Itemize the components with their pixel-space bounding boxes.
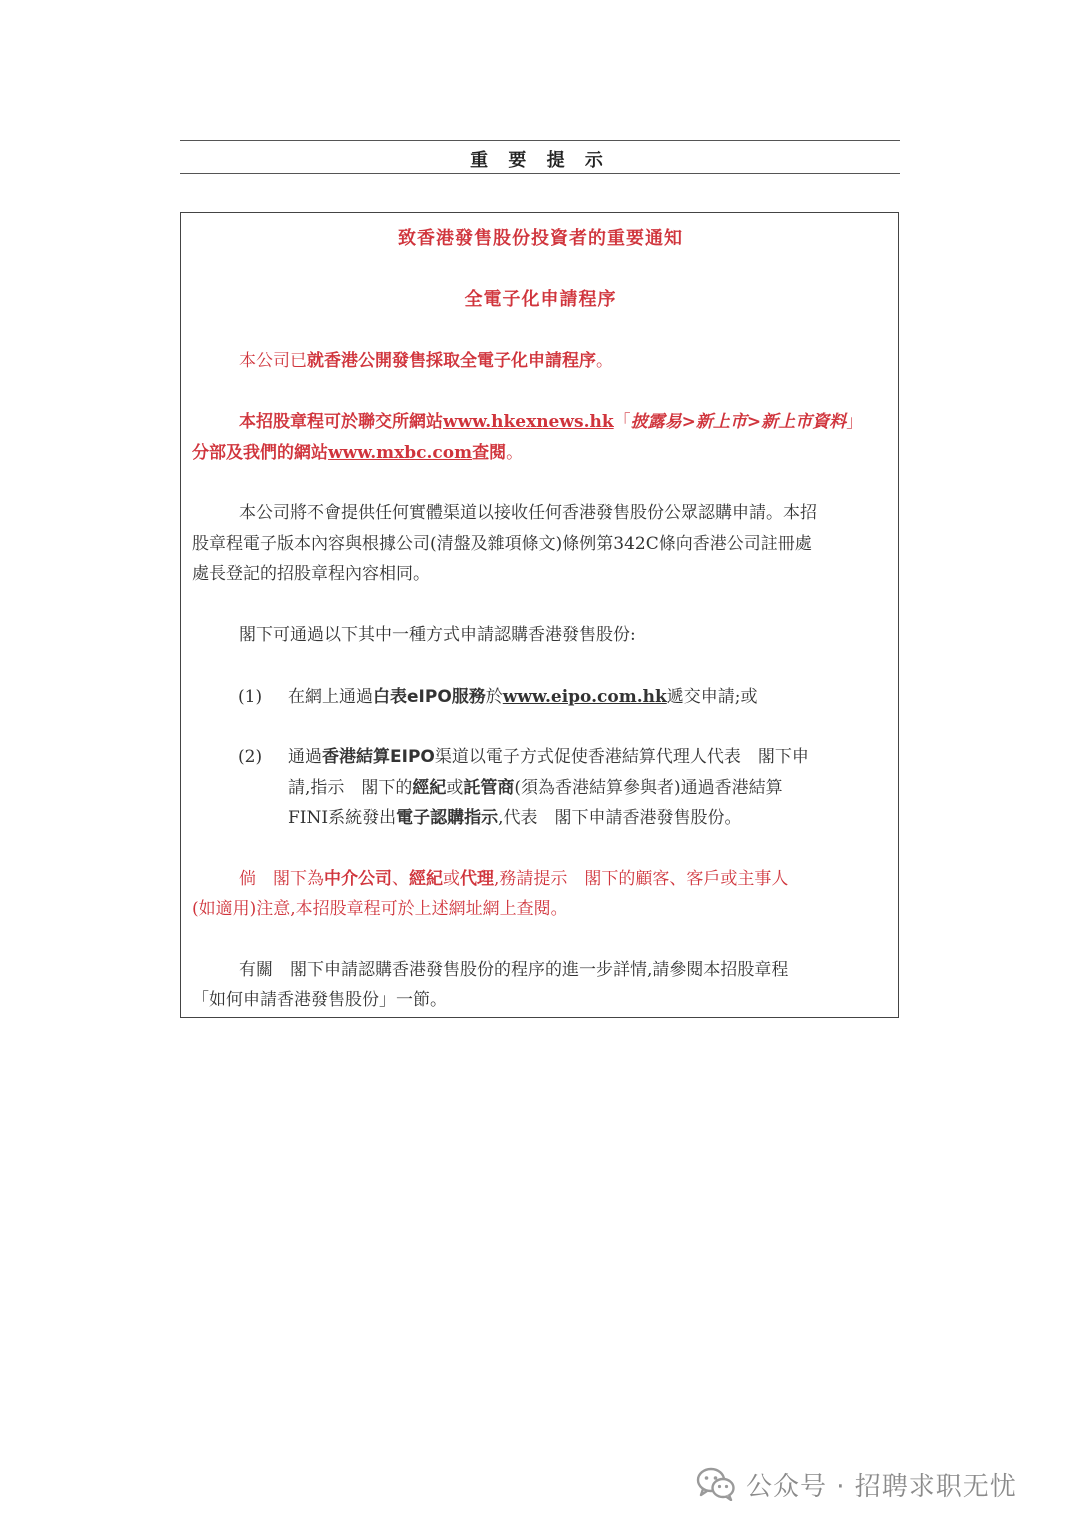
list-item-2-line2 bbox=[288, 776, 783, 800]
text-span: 經紀 bbox=[412, 778, 447, 798]
text-span: 。 bbox=[506, 443, 524, 463]
wechat-watermark bbox=[696, 1466, 1017, 1502]
text-span: 遞交申請;或 bbox=[666, 687, 758, 707]
text-span: FINI系統發出 bbox=[288, 808, 397, 828]
paragraph-apply-methods: 閣下可通過以下其中一種方式申請認購香港發售股份: bbox=[239, 625, 636, 645]
text-span: ,務請提示 閣下的顧客、客戶或主事人 bbox=[494, 869, 789, 889]
text-span: 就香港公開發售採取全電子化申請程序 bbox=[307, 351, 596, 371]
paragraph-no-physical-channel-line1: 本公司將不會提供任何實體渠道以接收任何香港發售股份公眾認購申請。本招 bbox=[239, 503, 817, 523]
list-item-1-number: (1) bbox=[238, 687, 263, 707]
text-span: 於 bbox=[485, 687, 503, 707]
header-rule-top bbox=[180, 140, 900, 141]
paragraph-further-details-line1: 有關 閣下申請認購香港發售股份的程序的進一步詳情,請參閱本招股章程 bbox=[239, 960, 789, 980]
text-span: 本招股章程可於聯交所網站 bbox=[239, 412, 443, 432]
electronic-application-instructions: 電子認購指示 bbox=[396, 808, 499, 828]
list-item-2-line3 bbox=[288, 806, 742, 830]
text-span: 」 bbox=[846, 412, 864, 432]
hkexnews-path: 披露易>新上市>新上市資料 bbox=[630, 412, 847, 432]
text-span: 渠道以電子方式促使香港結算代理人代表 閣下申 bbox=[434, 747, 809, 767]
white-form-eipo-service: 白表eIPO服務 bbox=[373, 687, 486, 707]
header-rule-bottom bbox=[180, 173, 900, 174]
hkexnews-link[interactable]: www.hkexnews.hk bbox=[443, 412, 614, 432]
paragraph-further-details-line2: 「如何申請香港發售股份」一節。 bbox=[192, 990, 447, 1010]
text-span: 。 bbox=[596, 351, 613, 371]
text-span: 或 bbox=[446, 778, 464, 798]
paragraph-availability-line1 bbox=[239, 410, 863, 434]
important-notice-box bbox=[180, 212, 899, 1018]
notice-subtitle: 全電子化申請程序 bbox=[464, 289, 617, 310]
list-item-2-number: (2) bbox=[238, 747, 263, 767]
eipo-link[interactable]: www.eipo.com.hk bbox=[502, 687, 667, 707]
text-span: 本公司已 bbox=[239, 351, 307, 371]
text-span: 代理 bbox=[460, 869, 494, 889]
paragraph-availability-line2 bbox=[192, 441, 523, 465]
text-span: 、 bbox=[392, 869, 409, 889]
text-span: 請,指示 閣下的 bbox=[288, 778, 413, 798]
text-span: 或 bbox=[443, 869, 460, 889]
paragraph-no-physical-channel-line2: 股章程電子版本內容與根據公司(清盤及雜項條文)條例第342C條向香港公司註冊處 bbox=[192, 534, 812, 554]
paragraph-intermediaries-line2: (如適用)注意,本招股章程可於上述網址網上查閱。 bbox=[192, 899, 568, 919]
text-span: 中介公司 bbox=[324, 869, 392, 889]
hkscc-eipo: 香港結算EIPO bbox=[322, 747, 435, 767]
paragraph-electronic-process bbox=[239, 349, 613, 373]
company-website-link[interactable]: www.mxbc.com bbox=[328, 443, 473, 463]
text-span: 查閱 bbox=[472, 443, 507, 463]
text-span: ,代表 閣下申請香港發售股份。 bbox=[498, 808, 742, 828]
text-span: 倘 閣下為 bbox=[239, 869, 324, 889]
paragraph-no-physical-channel-line3: 處長登記的招股章程內容相同。 bbox=[192, 564, 430, 584]
wechat-icon bbox=[696, 1467, 736, 1501]
watermark-text: 公众号 · 招聘求职无忧 bbox=[746, 1471, 1017, 1502]
list-item-2-line1 bbox=[288, 745, 809, 769]
text-span: 分部及我們的網站 bbox=[192, 443, 328, 463]
notice-title: 致香港發售股份投資者的重要通知 bbox=[398, 228, 683, 249]
text-span: 託管商 bbox=[463, 778, 515, 798]
text-span: 經紀 bbox=[409, 869, 443, 889]
text-span: 「 bbox=[613, 412, 631, 432]
text-span: 在網上通過 bbox=[288, 687, 373, 707]
page-header-title: 重 要 提 示 bbox=[470, 150, 610, 171]
text-span: 通過 bbox=[288, 747, 322, 767]
text-span: (須為香港結算參與者)通過香港結算 bbox=[514, 778, 783, 798]
paragraph-intermediaries-line1 bbox=[239, 867, 788, 891]
list-item-1 bbox=[288, 685, 757, 709]
